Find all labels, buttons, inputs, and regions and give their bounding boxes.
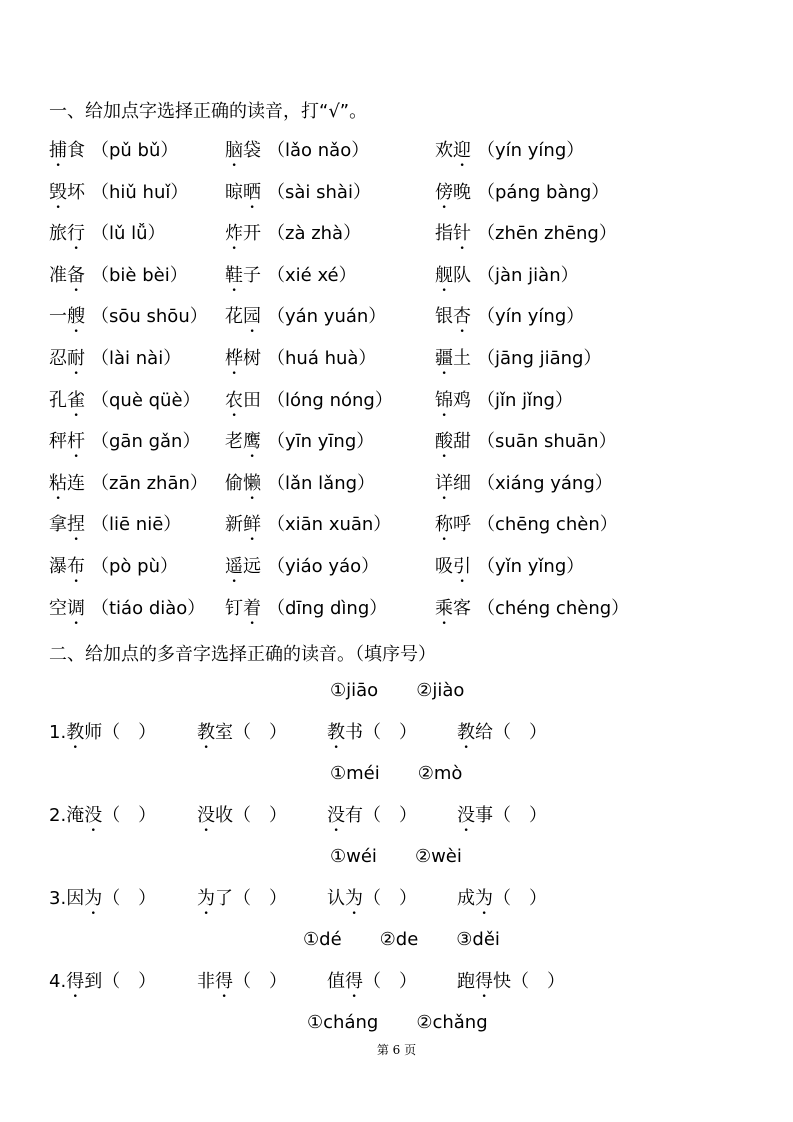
dotted-char: 晒 (243, 181, 261, 203)
pinyin-choices: （suān shuān） (477, 431, 617, 453)
word-item (49, 552, 178, 587)
dotted-char: 没 (197, 805, 215, 826)
dotted-char: 农 (225, 389, 243, 411)
dotted-char: 称 (435, 514, 453, 536)
word-char: 树 (243, 348, 261, 369)
reading-options (303, 929, 538, 950)
word-item (49, 344, 181, 379)
dotted-char: 鲜 (243, 514, 261, 536)
word-item (435, 178, 609, 213)
dotted-char: 酸 (435, 431, 453, 453)
word-item (435, 469, 613, 504)
pinyin-choices: （xiáng yáng） (477, 472, 613, 494)
word-item (49, 510, 181, 545)
word-item (225, 594, 387, 629)
pinyin-choices: （què qüè） (91, 389, 201, 411)
word-item (49, 594, 205, 629)
reading-option: ②mò (417, 763, 463, 784)
pinyin-choices: （xié xé） (267, 264, 357, 286)
pinyin-choices: （huá huà） (267, 348, 377, 369)
word-char: 连 (67, 472, 85, 494)
fill-blank-item[interactable] (457, 967, 565, 1002)
word-item (49, 136, 178, 171)
answer-blank: 书（ ） (345, 722, 417, 743)
word-char: 因 (66, 888, 85, 909)
dotted-char: 为 (84, 888, 103, 909)
word-item (435, 344, 601, 379)
word-char: 认 (327, 888, 345, 909)
word-char: 开 (243, 223, 261, 245)
dotted-char: 桦 (225, 348, 243, 369)
word-char: 秤 (49, 431, 67, 453)
dotted-char: 为 (345, 888, 363, 909)
fill-blank-item[interactable] (49, 967, 156, 1002)
word-item (435, 594, 629, 629)
fill-blank-item[interactable] (327, 884, 417, 919)
dotted-char: 锦 (435, 389, 453, 411)
word-item (225, 219, 361, 254)
answer-blank: 到（ ） (84, 971, 157, 992)
pinyin-choices: （chéng chèng） (477, 597, 630, 619)
word-char: 空 (49, 597, 67, 619)
dotted-char: 针 (453, 223, 471, 245)
pinyin-choices: （hiǔ huǐ） (91, 181, 189, 203)
reading-option: ①cháng (307, 1012, 379, 1033)
pinyin-choices: （lǎo nǎo） (267, 140, 370, 161)
dotted-char: 杏 (453, 306, 471, 328)
word-char: 细 (453, 472, 471, 494)
reading-option: ②wèi (414, 846, 462, 867)
word-char: 老 (225, 431, 243, 453)
word-char: 指 (435, 223, 453, 245)
word-char: 土 (453, 348, 471, 369)
fill-blank-item[interactable] (327, 967, 417, 1002)
fill-blank-item[interactable] (49, 718, 156, 753)
dotted-char: 布 (67, 556, 85, 577)
fill-blank-item[interactable] (197, 967, 287, 1002)
answer-blank: 室（ ） (215, 722, 287, 743)
word-char: 晾 (225, 181, 243, 203)
dotted-char: 疆 (435, 348, 453, 369)
dotted-char: 教 (327, 722, 345, 743)
dotted-char: 教 (457, 722, 475, 743)
word-item (49, 427, 200, 462)
dotted-char: 详 (435, 472, 453, 494)
dotted-char: 耐 (67, 348, 85, 369)
word-char: 旅 (49, 223, 67, 245)
word-char: 远 (243, 556, 261, 577)
word-item (49, 219, 166, 254)
word-char: 钉 (225, 597, 243, 619)
pinyin-choices: （zhēn zhēng） (477, 223, 617, 245)
dotted-char: 为 (475, 888, 493, 909)
reading-option: ①jiāo (330, 680, 379, 701)
word-char: 袋 (243, 140, 261, 161)
word-item (225, 261, 357, 296)
pinyin-choices: （sōu shōu） (91, 306, 208, 328)
word-item (225, 427, 374, 462)
dotted-char: 迎 (453, 140, 471, 161)
word-item (225, 136, 369, 171)
pinyin-choices: （pǔ bǔ） (91, 140, 179, 161)
answer-blank: 快（ ） (493, 971, 565, 992)
fill-blank-item[interactable] (327, 718, 417, 753)
word-item (435, 427, 617, 462)
dotted-char: 没 (327, 805, 345, 826)
reading-option: ②jiào (416, 680, 465, 701)
pinyin-choices: （liē niē） (91, 514, 182, 536)
dotted-char: 捏 (67, 514, 85, 536)
word-char: 成 (457, 888, 475, 909)
word-item (225, 178, 371, 213)
dotted-char: 得 (215, 971, 233, 992)
pinyin-choices: （lài nài） (91, 348, 182, 369)
word-char: 拿 (49, 514, 67, 536)
word-item (435, 302, 584, 337)
dotted-char: 为 (197, 888, 215, 909)
dotted-char: 教 (197, 722, 215, 743)
reading-option: ①wéi (330, 846, 377, 867)
dotted-char: 炸 (225, 223, 243, 245)
pinyin-choices: （zà zhà） (267, 223, 362, 245)
answer-blank: 有（ ） (345, 805, 417, 826)
fill-blank-item[interactable] (457, 718, 547, 753)
dotted-char: 得 (345, 971, 363, 992)
pinyin-choices: （jàn jiàn） (477, 264, 579, 286)
question-number: 2. (49, 805, 67, 826)
word-char: 甜 (453, 431, 471, 453)
fill-blank-item[interactable] (327, 801, 417, 836)
word-item (435, 136, 584, 171)
pinyin-choices: （yǐn yǐng） (477, 556, 585, 577)
dotted-char: 舰 (435, 264, 453, 286)
dotted-char: 没 (84, 805, 103, 826)
dotted-char: 傍 (435, 181, 453, 203)
word-char: 瀑 (49, 556, 67, 577)
reading-option: ①dé (303, 929, 342, 950)
pinyin-choices: （páng bàng） (477, 181, 610, 203)
dotted-char: 教 (66, 722, 85, 743)
word-char: 跑 (457, 971, 475, 992)
word-char: 子 (243, 264, 261, 286)
pinyin-choices: （lǎn lǎng） (267, 472, 376, 494)
word-char: 值 (327, 971, 345, 992)
reading-options (330, 763, 500, 784)
answer-blank: （ ） (102, 888, 157, 909)
pinyin-choices: （yín yíng） (477, 306, 585, 328)
pinyin-choices: （pò pù） (91, 556, 178, 577)
fill-blank-item[interactable] (49, 801, 156, 836)
pinyin-choices: （yán yuán） (267, 306, 387, 328)
reading-option: ①méi (330, 763, 380, 784)
answer-blank: 师（ ） (84, 722, 157, 743)
word-char: 淹 (66, 805, 85, 826)
word-char: 忍 (49, 348, 67, 369)
pinyin-choices: （chēng chèn） (477, 514, 618, 536)
word-item (435, 552, 584, 587)
dotted-char: 毁 (49, 181, 67, 203)
fill-blank-item[interactable] (49, 884, 156, 919)
word-item (435, 386, 573, 421)
word-item (435, 261, 579, 296)
word-char: 银 (435, 306, 453, 328)
pinyin-choices: （dīng dìng） (267, 597, 388, 619)
word-item (49, 386, 201, 421)
word-item (225, 386, 393, 421)
reading-options (330, 846, 500, 867)
dotted-char: 调 (67, 597, 85, 619)
word-char: 田 (243, 389, 261, 411)
pinyin-choices: （lóng nóng） (267, 389, 393, 411)
dotted-char: 引 (453, 556, 471, 577)
word-char: 呼 (453, 514, 471, 536)
pinyin-choices: （lǔ lǚ） (91, 223, 166, 245)
word-item (49, 469, 208, 504)
question-number: 4. (49, 971, 67, 992)
dotted-char: 懒 (243, 472, 261, 494)
pinyin-choices: （yiáo yáo） (267, 556, 380, 577)
word-item (49, 261, 188, 296)
word-char: 一 (49, 306, 67, 328)
word-char: 晚 (453, 181, 471, 203)
word-char: 准 (49, 264, 67, 286)
answer-blank: （ ） (363, 888, 417, 909)
word-char: 鸡 (453, 389, 471, 411)
question-number: 1. (49, 722, 67, 743)
reading-option: ③děi (456, 929, 500, 950)
question-number: 3. (49, 888, 67, 909)
dotted-char: 着 (243, 597, 261, 619)
fill-blank-item[interactable] (197, 801, 287, 836)
word-char: 非 (197, 971, 215, 992)
answer-blank: （ ） (493, 888, 547, 909)
dotted-char: 鹰 (243, 431, 261, 453)
dotted-char: 园 (243, 306, 261, 328)
section1-title: 一、给加点字选择正确的读音，打“√”。 (49, 101, 368, 122)
dotted-char: 备 (67, 264, 85, 286)
dotted-char: 艘 (67, 306, 85, 328)
word-char: 坏 (67, 181, 85, 203)
answer-blank: 收（ ） (215, 805, 287, 826)
dotted-char: 遥 (225, 556, 243, 577)
pinyin-choices: （biè bèi） (91, 264, 188, 286)
word-item (225, 510, 391, 545)
pinyin-choices: （yín yíng） (477, 140, 585, 161)
pinyin-choices: （xiān xuān） (267, 514, 392, 536)
pinyin-choices: （sài shài） (267, 181, 371, 203)
pinyin-choices: （gān gǎn） (91, 431, 201, 453)
dotted-char: 脑 (225, 140, 243, 161)
dotted-char: 粘 (49, 472, 67, 494)
dotted-char: 乘 (435, 597, 453, 619)
word-char: 新 (225, 514, 243, 536)
pinyin-choices: （jāng jiāng） (477, 348, 602, 369)
word-char: 吸 (435, 556, 453, 577)
reading-option: ②de (379, 929, 419, 950)
answer-blank: （ ） (102, 805, 157, 826)
word-char: 欢 (435, 140, 453, 161)
word-item (225, 469, 375, 504)
dotted-char: 行 (67, 223, 85, 245)
pinyin-choices: （jǐn jǐng） (477, 389, 573, 411)
word-char: 队 (453, 264, 471, 286)
reading-options (307, 1012, 526, 1033)
reading-options (330, 680, 502, 701)
word-item (435, 219, 617, 254)
word-char: 偷 (225, 472, 243, 494)
answer-blank: 事（ ） (475, 805, 547, 826)
answer-blank: （ ） (233, 971, 287, 992)
word-char: 花 (225, 306, 243, 328)
dotted-char: 杆 (67, 431, 85, 453)
word-item (225, 302, 386, 337)
word-char: 孔 (49, 389, 67, 411)
word-char: 客 (453, 597, 471, 619)
fill-blank-item[interactable] (457, 801, 547, 836)
pinyin-choices: （yīn yīng） (267, 431, 375, 453)
fill-blank-item[interactable] (457, 884, 547, 919)
dotted-char: 得 (475, 971, 493, 992)
word-item (49, 178, 188, 213)
dotted-char: 雀 (67, 389, 85, 411)
word-char: 食 (67, 140, 85, 161)
answer-blank: 给（ ） (475, 722, 547, 743)
answer-blank: （ ） (363, 971, 417, 992)
pinyin-choices: （zān zhān） (91, 472, 208, 494)
pinyin-choices: （tiáo diào） (91, 597, 206, 619)
dotted-char: 鞋 (225, 264, 243, 286)
word-item (225, 552, 379, 587)
answer-blank: 了（ ） (215, 888, 287, 909)
word-item (225, 344, 376, 379)
dotted-char: 得 (66, 971, 85, 992)
dotted-char: 没 (457, 805, 475, 826)
section2-title: 二、给加点的多音字选择正确的读音。（填序号） (49, 644, 436, 665)
word-item (435, 510, 618, 545)
page-number: 第 6 页 (376, 1043, 417, 1057)
fill-blank-item[interactable] (197, 884, 287, 919)
reading-option: ②chǎng (416, 1012, 488, 1033)
word-item (49, 302, 208, 337)
dotted-char: 捕 (49, 140, 67, 161)
fill-blank-item[interactable] (197, 718, 287, 753)
